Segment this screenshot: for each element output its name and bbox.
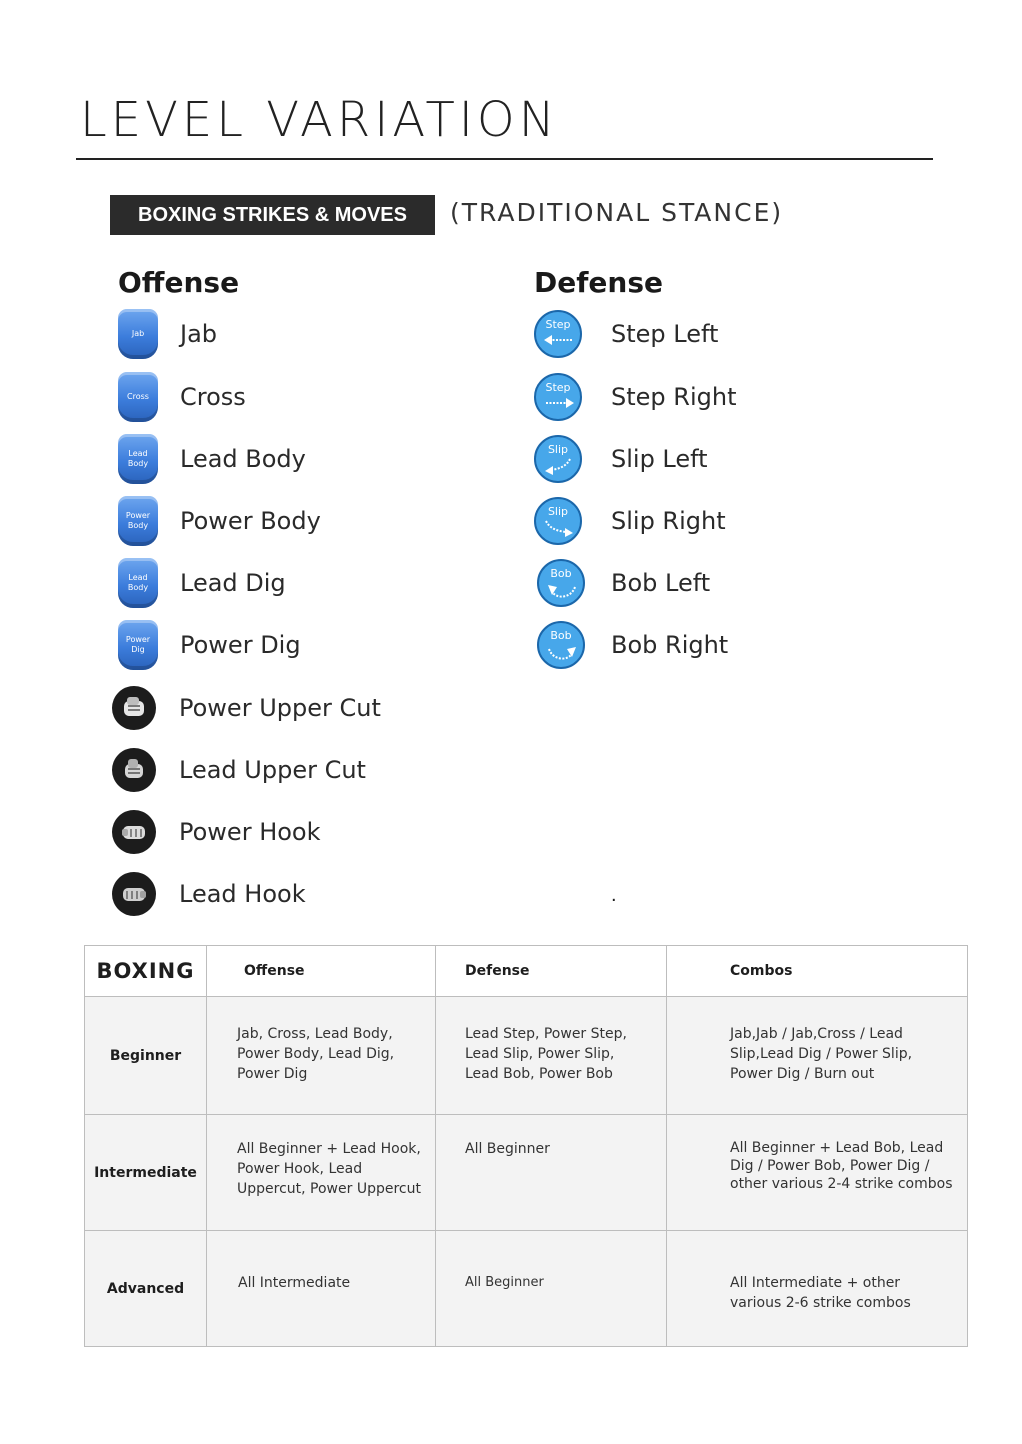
move-label: Lead Hook xyxy=(179,880,306,908)
defense-move-slip-left xyxy=(534,432,708,486)
offense-move-lead-body xyxy=(118,432,306,486)
slip-left-icon: Slip xyxy=(534,435,582,483)
step-left-icon: Step xyxy=(534,310,582,358)
cell-text: All Beginner + Lead Bob, Lead Dig / Power Bob, Power Dig / other various 2-4 strike combos xyxy=(730,1140,953,1192)
offense-cell xyxy=(207,1231,436,1347)
combos-cell xyxy=(667,1231,968,1347)
offense-move-power-hook xyxy=(112,805,321,859)
cell-text: All Intermediate + other various 2-6 strike combos xyxy=(730,1275,911,1311)
level-label: Advanced xyxy=(85,1231,207,1347)
fist-icon xyxy=(112,748,156,792)
column-header-offense: Offense xyxy=(207,946,436,997)
defense-move-bob-left xyxy=(537,556,710,610)
move-label: Jab xyxy=(180,320,218,348)
combos-cell xyxy=(667,997,968,1115)
level-label: Beginner xyxy=(85,997,207,1115)
move-label: Power Body xyxy=(180,507,321,535)
offense-move-lead-hook xyxy=(112,867,306,921)
page-title: LEVEL VARIATION xyxy=(80,92,559,148)
section-subtitle: (TRADITIONAL STANCE) xyxy=(450,198,784,227)
table-header-row xyxy=(85,946,968,997)
move-label: Lead Body xyxy=(180,445,306,473)
stray-mark: . xyxy=(611,884,617,906)
cell-text: Lead Step, Power Step, Lead Slip, Power Slip, Lead Bob, Power Bob xyxy=(465,1026,627,1082)
move-label: Slip Left xyxy=(611,445,708,473)
defense-move-slip-right xyxy=(534,494,726,548)
offense-move-power-dig xyxy=(118,618,301,672)
column-header-defense: Defense xyxy=(436,946,667,997)
blue-glove-icon: Power Dig xyxy=(118,620,158,670)
combos-cell xyxy=(667,1115,968,1231)
move-label: Step Right xyxy=(611,383,737,411)
offense-move-cross xyxy=(118,370,246,424)
move-label: Lead Upper Cut xyxy=(179,756,366,784)
cell-text: All Beginner xyxy=(465,1141,550,1157)
table-row xyxy=(85,1231,968,1347)
blue-glove-icon: Jab xyxy=(118,309,158,359)
move-label: Power Dig xyxy=(180,631,301,659)
move-label: Step Left xyxy=(611,320,719,348)
offense-cell xyxy=(207,997,436,1115)
fist-icon xyxy=(112,810,156,854)
defense-cell xyxy=(436,1115,667,1231)
defense-move-step-left xyxy=(534,307,718,361)
defense-cell xyxy=(436,997,667,1115)
offense-move-power-upper-cut xyxy=(112,681,381,735)
cell-text: All Intermediate xyxy=(238,1275,351,1291)
blue-glove-icon: Lead Body xyxy=(118,558,158,608)
blue-glove-icon: Cross xyxy=(118,372,158,422)
table-row xyxy=(85,997,968,1115)
offense-move-power-body xyxy=(118,494,321,548)
offense-heading: Offense xyxy=(118,266,240,299)
defense-move-step-right xyxy=(534,370,736,424)
offense-move-lead-upper-cut xyxy=(112,743,366,797)
cell-text: Jab, Cross, Lead Body, Power Body, Lead Dig, Power Dig xyxy=(237,1026,395,1082)
blue-glove-icon: Lead Body xyxy=(118,434,158,484)
title-divider xyxy=(76,158,933,160)
move-label: Cross xyxy=(180,383,246,411)
step-right-icon: Step xyxy=(534,373,582,421)
blue-glove-icon: Power Body xyxy=(118,496,158,546)
fist-icon xyxy=(112,872,156,916)
move-label: Bob Left xyxy=(611,569,711,597)
table-row xyxy=(85,1115,968,1231)
cell-text: All Beginner xyxy=(465,1275,544,1290)
cell-text: All Beginner + Lead Hook, Power Hook, Lead Uppercut, Power Uppercut xyxy=(237,1141,421,1197)
defense-cell xyxy=(436,1231,667,1347)
offense-cell xyxy=(207,1115,436,1231)
bob-right-icon: Bob xyxy=(537,621,585,669)
move-label: Slip Right xyxy=(611,507,726,535)
defense-move-bob-right xyxy=(537,618,728,672)
level-label: Intermediate xyxy=(85,1115,207,1231)
cell-text: Jab,Jab / Jab,Cross / Lead Slip,Lead Dig / Power Slip, Power Dig / Burn out xyxy=(730,1026,913,1082)
level-variation-table xyxy=(84,945,968,1347)
table-brand: BOXING xyxy=(85,946,207,997)
move-label: Power Hook xyxy=(179,818,321,846)
move-label: Power Upper Cut xyxy=(179,694,381,722)
move-label: Bob Right xyxy=(611,631,729,659)
slip-right-icon: Slip xyxy=(534,497,582,545)
move-label: Lead Dig xyxy=(180,569,286,597)
offense-move-jab xyxy=(118,307,217,361)
section-tag: BOXING STRIKES & MOVES xyxy=(110,195,435,235)
defense-heading: Defense xyxy=(534,266,663,299)
offense-move-lead-dig xyxy=(118,556,286,610)
column-header-combos: Combos xyxy=(667,946,968,997)
fist-icon xyxy=(112,686,156,730)
bob-left-icon: Bob xyxy=(537,559,585,607)
